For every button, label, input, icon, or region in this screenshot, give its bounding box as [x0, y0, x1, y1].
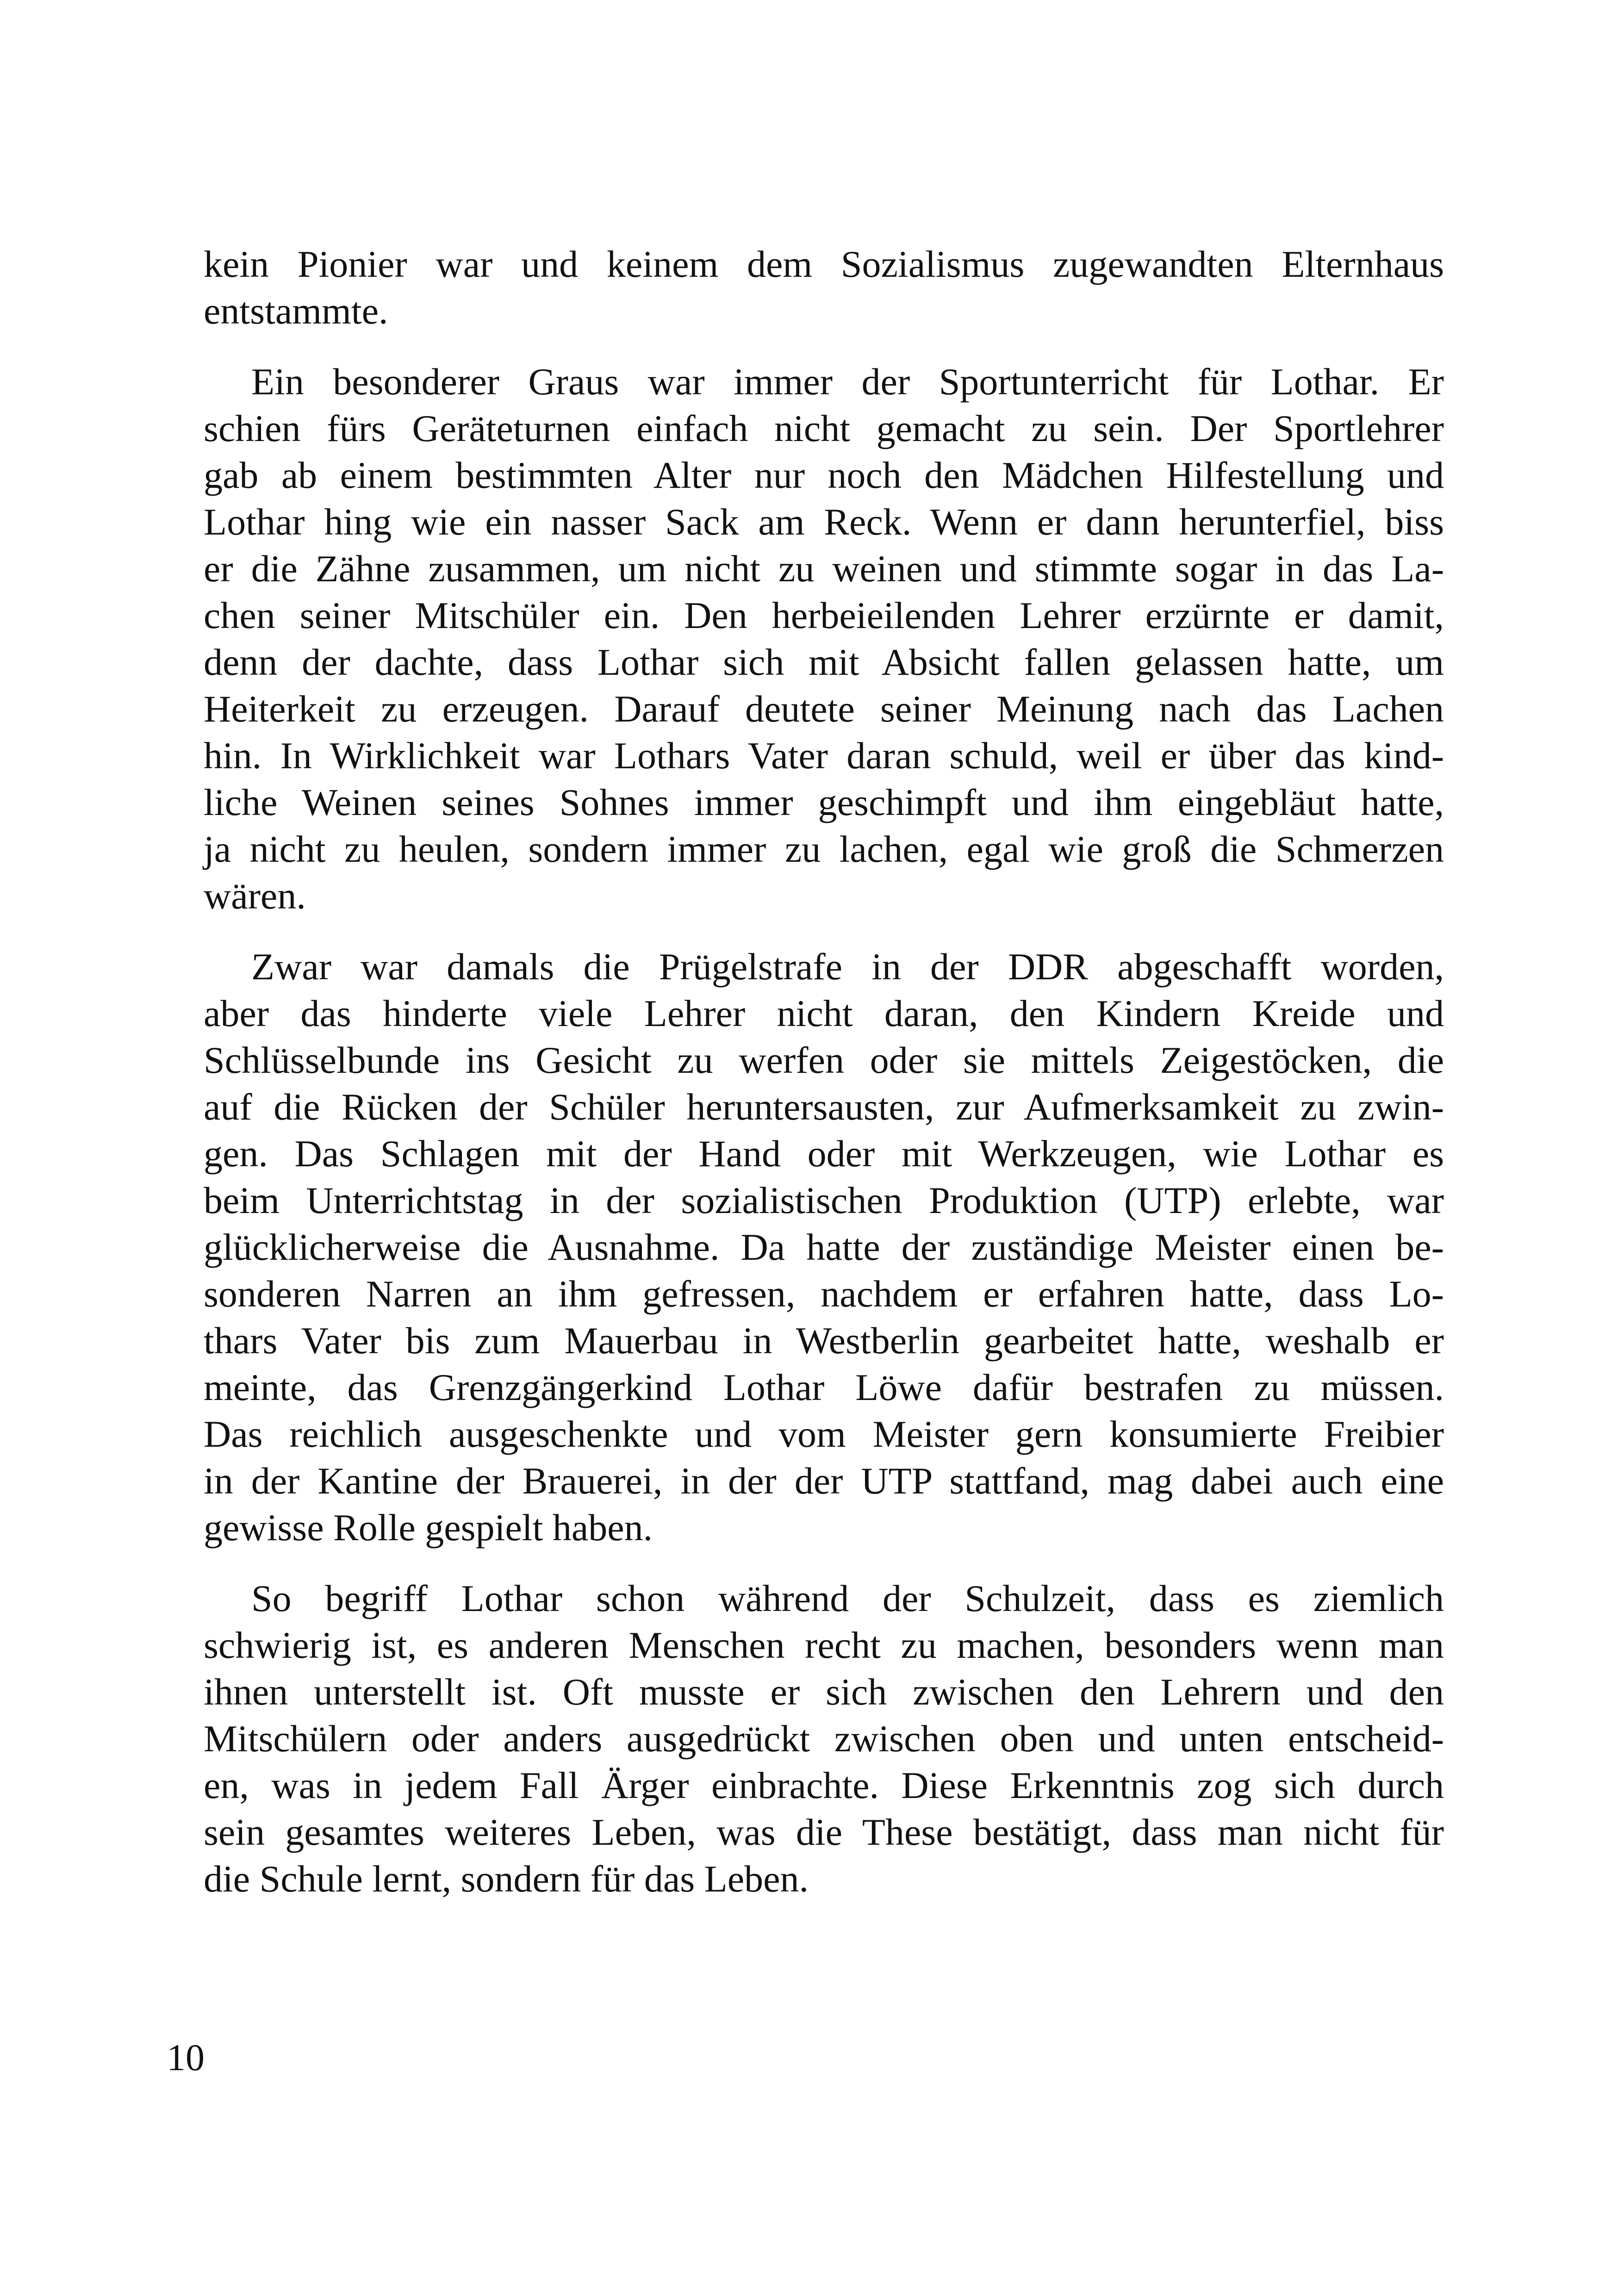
- text-line: ihnen unterstellt ist. Oft musste er sich zwischen den Lehrern und den: [204, 1671, 1444, 1713]
- text-line: ja nicht zu heulen, sondern immer zu lachen, egal wie groß die Schmerzen: [204, 828, 1444, 870]
- text-line: Lothar hing wie ein nasser Sack am Reck. Wenn er dann herunterfiel, biss: [204, 501, 1444, 543]
- text-line: sein gesamtes weiteres Leben, was die These bestätigt, dass man nicht für: [204, 1811, 1444, 1853]
- text-line: chen seiner Mitschüler ein. Den herbeieilenden Lehrer erzürnte er damit,: [204, 594, 1444, 636]
- page-number: 10: [167, 2036, 205, 2078]
- text-line: hin. In Wirklichkeit war Lothars Vater daran schuld, weil er über das kind-: [204, 734, 1444, 777]
- text-line: auf die Rücken der Schüler heruntersausten, zur Aufmerksamkeit zu zwin-: [204, 1086, 1444, 1128]
- text-line: glücklicherweise die Ausnahme. Da hatte der zuständige Meister einen be-: [204, 1226, 1444, 1268]
- text-line: gewisse Rolle gespielt haben.: [204, 1506, 653, 1549]
- text-line: die Schule lernt, sondern für das Leben.: [204, 1858, 809, 1900]
- text-line: Ein besonderer Graus war immer der Sportunterricht für Lothar. Er: [251, 361, 1444, 403]
- text-line: wären.: [204, 875, 306, 917]
- text-line: liche Weinen seines Sohnes immer geschimpft und ihm eingebläut hatte,: [204, 781, 1444, 823]
- text-line: denn der dachte, dass Lothar sich mit Absicht fallen gelassen hatte, um: [204, 641, 1444, 683]
- text-line: sonderen Narren an ihm gefressen, nachdem er erfahren hatte, dass Lo-: [204, 1273, 1444, 1315]
- text-line: kein Pionier war und keinem dem Sozialismus zugewandten Elternhaus: [204, 243, 1444, 285]
- text-line: Zwar war damals die Prügelstrafe in der DDR abgeschafft worden,: [251, 946, 1444, 988]
- text-line: in der Kantine der Brauerei, in der der UTP stattfand, mag dabei auch eine: [204, 1460, 1444, 1502]
- text-line: aber das hinderte viele Lehrer nicht daran, den Kindern Kreide und: [204, 992, 1444, 1034]
- text-line: Mitschülern oder anders ausgedrückt zwischen oben und unten entscheid-: [204, 1717, 1444, 1760]
- text-line: er die Zähne zusammen, um nicht zu weinen und stimmte sogar in das La-: [204, 548, 1444, 590]
- text-line: gen. Das Schlagen mit der Hand oder mit Werkzeugen, wie Lothar es: [204, 1132, 1444, 1175]
- paragraph-2: [204, 358, 1444, 919]
- text-line: So begriff Lothar schon während der Schulzeit, dass es ziemlich: [251, 1577, 1444, 1619]
- text-line: en, was in jedem Fall Ärger einbrachte. Diese Erkenntnis zog sich durch: [204, 1764, 1444, 1806]
- text-line: Schlüsselbunde ins Gesicht zu werfen oder sie mittels Zeigestöcken, die: [204, 1039, 1444, 1081]
- text-line: schien fürs Geräteturnen einfach nicht gemacht zu sein. Der Sportlehrer: [204, 407, 1444, 449]
- text-line: gab ab einem bestimmten Alter nur noch den Mädchen Hilfestellung und: [204, 454, 1444, 496]
- body-text: [204, 241, 1444, 1902]
- paragraph-4: [204, 1575, 1444, 1902]
- text-line: thars Vater bis zum Mauerbau in Westberlin gearbeitet hatte, weshalb er: [204, 1319, 1444, 1362]
- text-line: Das reichlich ausgeschenkte und vom Meister gern konsumierte Freibier: [204, 1413, 1444, 1455]
- text-line: meinte, das Grenzgängerkind Lothar Löwe dafür bestrafen zu müssen.: [204, 1366, 1444, 1408]
- paragraph-1: [204, 241, 1444, 334]
- text-line: schwierig ist, es anderen Menschen recht zu machen, besonders wenn man: [204, 1624, 1444, 1666]
- paragraph-3: [204, 943, 1444, 1551]
- text-line: entstammte.: [204, 290, 388, 332]
- text-line: Heiterkeit zu erzeugen. Darauf deutete seiner Meinung nach das Lachen: [204, 688, 1444, 730]
- text-line: beim Unterrichtstag in der sozialistischen Produktion (UTP) erlebte, war: [204, 1179, 1444, 1221]
